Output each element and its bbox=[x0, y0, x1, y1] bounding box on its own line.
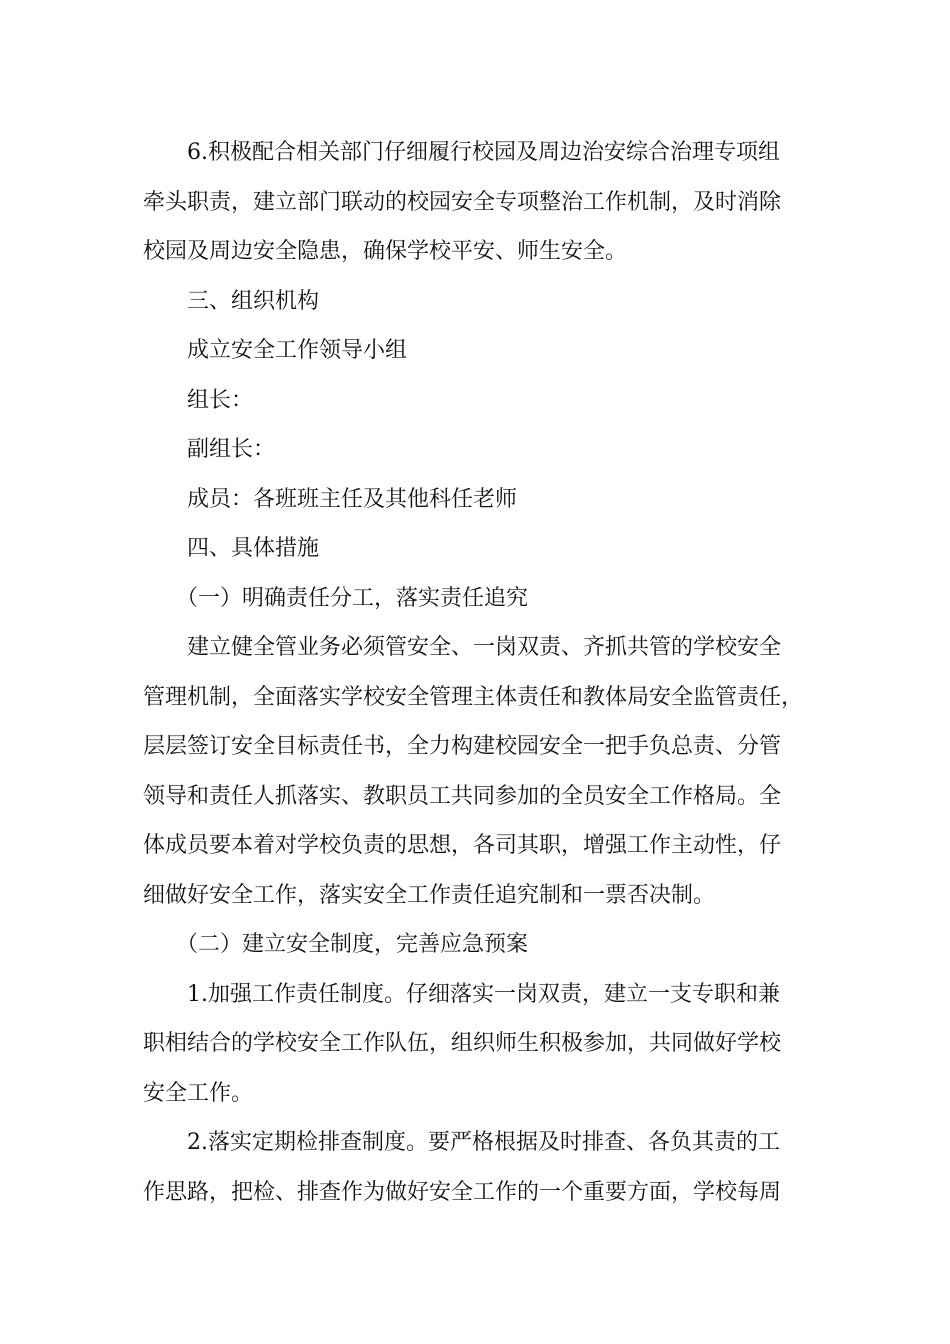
text-line: 领导和责任人抓落实、教职员工共同参加的全员安全工作格局。全 bbox=[143, 783, 782, 809]
document-body bbox=[143, 128, 833, 1217]
text-line: 作思路，把检、排查作为做好安全工作的一个重要方面，学校每周 bbox=[143, 1179, 782, 1205]
text-line: 校园及周边安全隐患，确保学校平安、师生安全。 bbox=[143, 239, 628, 264]
subsection-heading: （一）明确责任分工，落实责任追究 bbox=[176, 585, 529, 611]
text-line: 层层签订安全目标责任书，全力构建校园安全一把手负总责、分管 bbox=[143, 734, 782, 759]
subsection-heading: （二）建立安全制度，完善应急预案 bbox=[176, 932, 529, 957]
text-line: 成立安全工作领导小组 bbox=[187, 338, 408, 363]
text-line: 细做好安全工作，落实安全工作责任追究制和一票否决制。 bbox=[143, 882, 716, 908]
text-line: 体成员要本着对学校负责的思想，各司其职，增强工作主动性，仔 bbox=[143, 833, 782, 858]
text-line: 成员：各班班主任及其他科任老师 bbox=[187, 486, 518, 512]
section-heading: 三、组织机构 bbox=[187, 288, 320, 314]
text-line: 组长： bbox=[187, 387, 254, 413]
text-line: 职相结合的学校安全工作队伍，组织师生积极参加，共同做好学校 bbox=[143, 1031, 782, 1056]
text-line: 1.加强工作责任制度。仔细落实一岗双责，建立一支专职和兼 bbox=[187, 981, 780, 1007]
text-line: 安全工作。 bbox=[143, 1080, 254, 1106]
text-line: 管理机制，全面落实学校安全管理主体责任和教体局安全监管责任， bbox=[143, 684, 804, 710]
text-line: 牵头职责，建立部门联动的校园安全专项整治工作机制，及时消除 bbox=[143, 189, 782, 215]
text-line: 6.积极配合相关部门仔细履行校园及周边治安综合治理专项组 bbox=[187, 140, 780, 165]
text-line: 2.落实定期检排查制度。要严格根据及时排查、各负其责的工 bbox=[187, 1130, 780, 1155]
text-line: 建立健全管业务必须管安全、一岗双责、齐抓共管的学校安全 bbox=[187, 635, 782, 660]
text-line: 副组长： bbox=[187, 437, 276, 462]
section-heading: 四、具体措施 bbox=[187, 536, 320, 561]
